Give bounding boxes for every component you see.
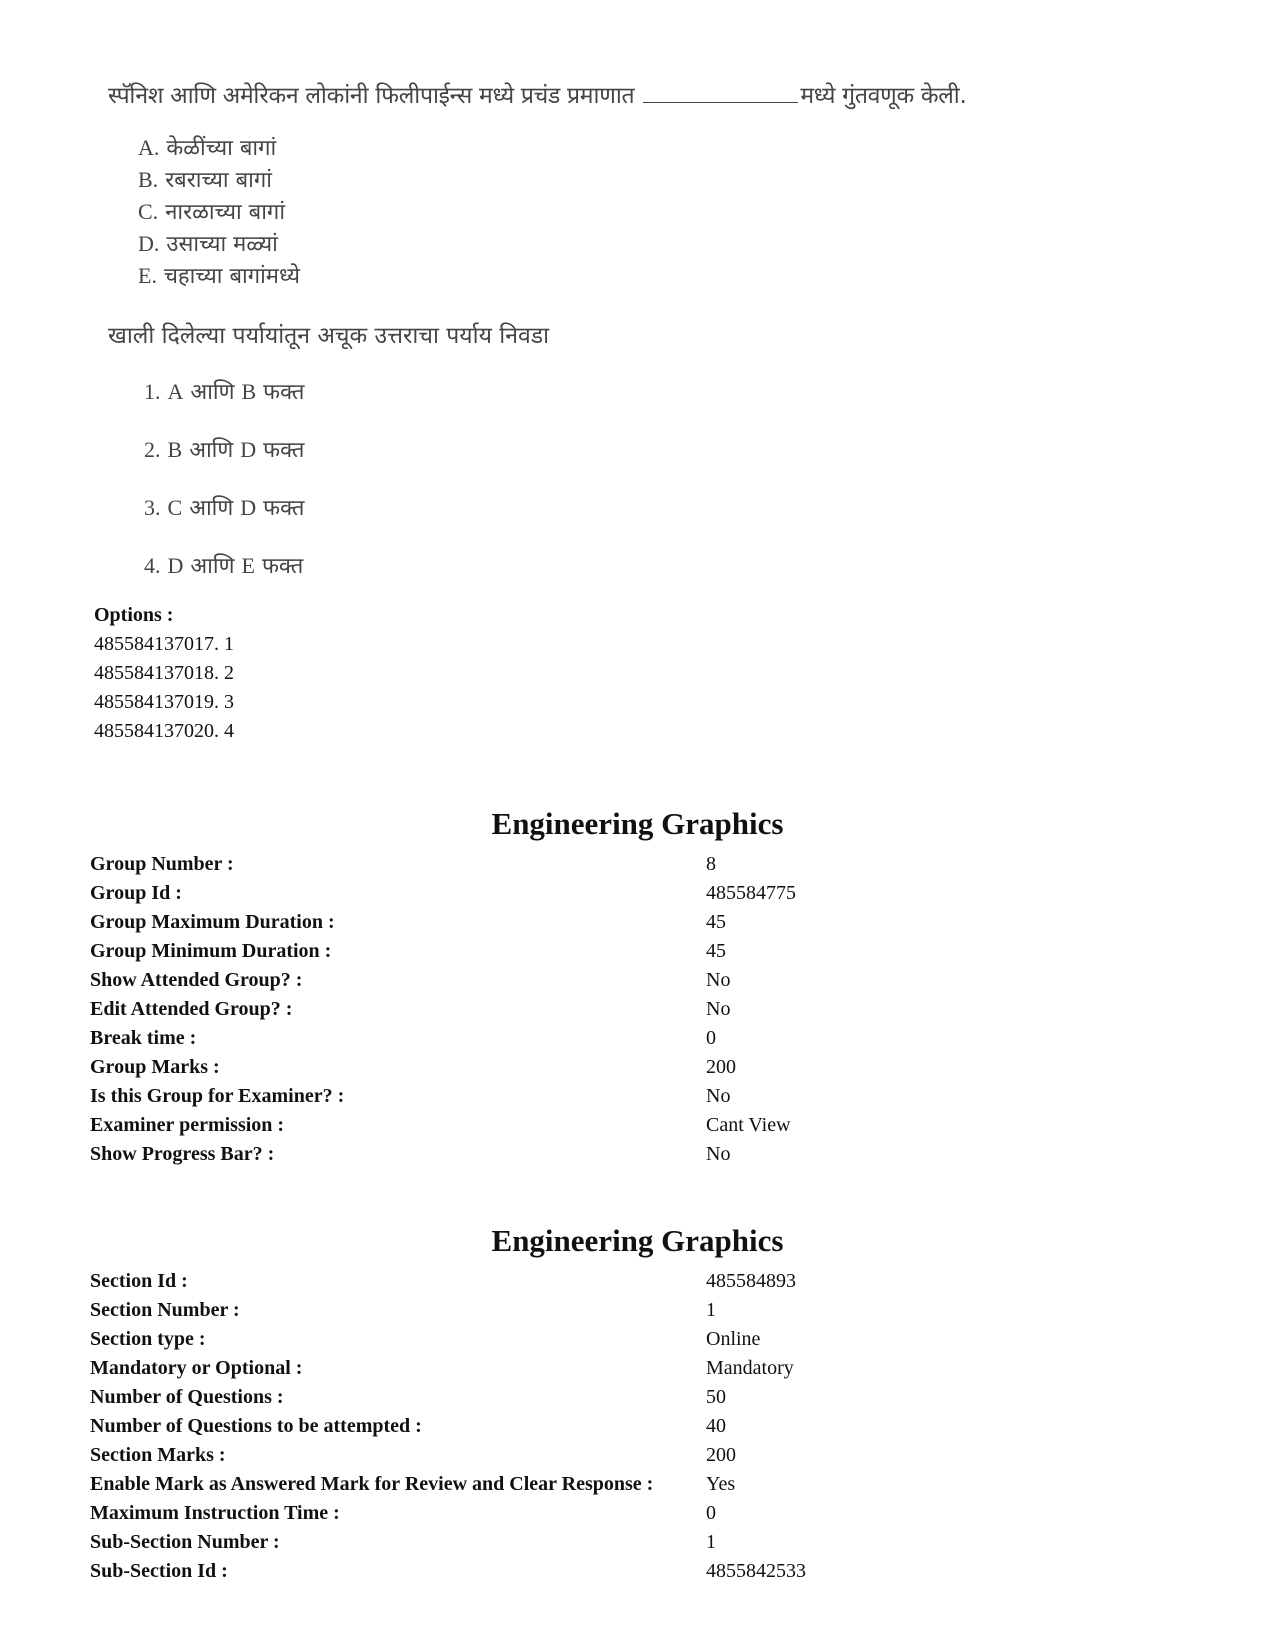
section-label: Section Id :: [90, 1270, 188, 1292]
group-label: Group Id :: [90, 882, 182, 904]
fill-blank: [643, 82, 798, 103]
statement-a: A. केळींच्या बागां: [138, 135, 277, 161]
section-value: 200: [706, 1444, 736, 1466]
group-value: 45: [706, 940, 726, 962]
group-label: Examiner permission :: [90, 1114, 285, 1136]
group-value: No: [706, 998, 731, 1020]
group-label: Group Number :: [90, 853, 234, 875]
section-value: 40: [706, 1415, 726, 1437]
section-value: Online: [706, 1328, 761, 1350]
statement-c: C. नारळाच्या बागां: [138, 199, 286, 225]
statement-d: D. उसाच्या मळ्यां: [138, 231, 278, 257]
statement-b: B. रबराच्या बागां: [138, 167, 272, 193]
section-value: 50: [706, 1386, 726, 1408]
group-label: Group Maximum Duration :: [90, 911, 335, 933]
group-value: 45: [706, 911, 726, 933]
instruction: खाली दिलेल्या पर्यायांतून अचूक उत्तराचा पर्याय निवडा: [108, 323, 550, 349]
section-label: Number of Questions to be attempted :: [90, 1415, 422, 1437]
group-label: Group Marks :: [90, 1056, 220, 1078]
group-value: No: [706, 1143, 731, 1165]
option-item: 485584137017. 1: [94, 633, 234, 655]
group-value: 0: [706, 1027, 716, 1049]
section-label: Section Number :: [90, 1299, 240, 1321]
section-label: Sub-Section Id :: [90, 1560, 228, 1582]
group-label: Is this Group for Examiner? :: [90, 1085, 345, 1107]
section-value: 1: [706, 1531, 716, 1553]
group-label: Break time :: [90, 1027, 197, 1049]
stem-after: मध्ये गुंतवणूक केली.: [800, 83, 967, 109]
group-value: Cant View: [706, 1114, 791, 1136]
group-title: Engineering Graphics: [491, 806, 784, 841]
group-label: Show Progress Bar? :: [90, 1143, 275, 1165]
section-value: 0: [706, 1502, 716, 1524]
section-value: 485584893: [706, 1270, 796, 1292]
section-label: Mandatory or Optional :: [90, 1357, 303, 1379]
section-title: Engineering Graphics: [491, 1223, 784, 1258]
answer-choice-2: 2. B आणि D फक्त: [144, 437, 305, 463]
section-label: Enable Mark as Answered Mark for Review and Clear Response :: [90, 1473, 654, 1495]
section-value: Yes: [706, 1473, 736, 1495]
group-value: 485584775: [706, 882, 796, 904]
section-label: Sub-Section Number :: [90, 1531, 280, 1553]
option-item: 485584137018. 2: [94, 662, 234, 684]
group-label: Show Attended Group? :: [90, 969, 303, 991]
group-value: 8: [706, 853, 716, 875]
group-label: Group Minimum Duration :: [90, 940, 332, 962]
group-label: Edit Attended Group? :: [90, 998, 293, 1020]
answer-choice-3: 3. C आणि D फक्त: [144, 495, 305, 521]
section-label: Maximum Instruction Time :: [90, 1502, 340, 1524]
options-title: Options :: [94, 604, 174, 626]
group-value: 200: [706, 1056, 736, 1078]
option-item: 485584137019. 3: [94, 691, 234, 713]
section-label: Section Marks :: [90, 1444, 226, 1466]
answer-choice-4: 4. D आणि E फक्त: [144, 553, 304, 579]
stem-before: स्पॅनिश आणि अमेरिकन लोकांनी फिलीपाईन्स मध्ये प्रचंड प्रमाणात: [108, 83, 635, 109]
question-stem: [108, 78, 966, 110]
question-image: [108, 70, 1128, 590]
section-value: 1: [706, 1299, 716, 1321]
answer-choice-1: 1. A आणि B फक्त: [144, 379, 305, 405]
group-value: No: [706, 969, 731, 991]
section-value: Mandatory: [706, 1357, 794, 1379]
statement-e: E. चहाच्या बागांमध्ये: [138, 263, 300, 289]
section-label: Section type :: [90, 1328, 206, 1350]
section-value: 4855842533: [706, 1560, 806, 1582]
section-label: Number of Questions :: [90, 1386, 284, 1408]
option-item: 485584137020. 4: [94, 720, 234, 742]
group-value: No: [706, 1085, 731, 1107]
